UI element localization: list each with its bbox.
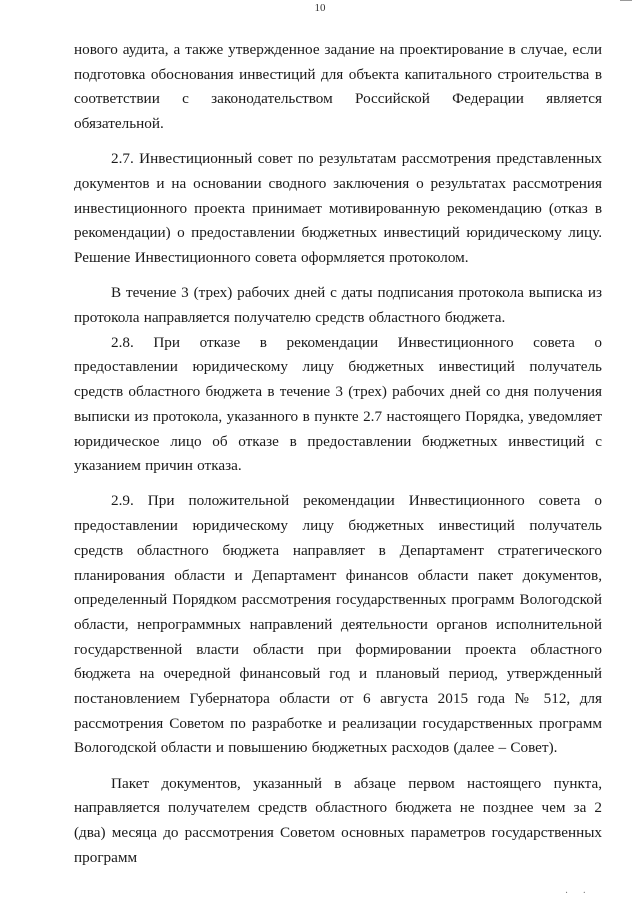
paragraph-document-package: Пакет документов, указанный в абзаце первом настоящего пункта, направляется получателем средств областного бюджета не позднее чем за 2 (два) месяца до рассмотрения Советом основных параметров государственных программ [74, 774, 602, 866]
paragraph-2-8: 2.8. При отказе в рекомендации Инвестиционного совета о предоставлении юридическому лицу бюджетных инвестиций получатель средств областного бюджета в течение 3 (трех) рабочих дней со дня получения выписки из протокола, указанного в пункте 2.7 настоящего Порядка, уведомляет юридическое лицо об отказе в предоставлении бюджетных инвестиций с указанием причин отказа. [74, 333, 602, 475]
paragraph-protocol-extract: В течение 3 (трех) рабочих дней с даты подписания протокола выписка из протокола направляется получателю средств областного бюджета. [74, 284, 602, 327]
document-body [74, 38, 602, 871]
corner-scan-mark [620, 0, 632, 4]
bottom-scan-mark: · · [564, 888, 592, 899]
paragraph-2-7: 2.7. Инвестиционный совет по результатам рассмотрения представленных документов и на основании сводного заключения о результатах рассмотрения инвестиционного проекта принимает мотивированную рекомендацию (отказ в рекомендации) о предоставлении бюджетных инвестиций юридическому лицу. Решение Инвестиционного совета оформляется протоколом. [74, 150, 602, 267]
page-number: 10 [314, 2, 326, 14]
paragraph-continuation: нового аудита, а также утвержденное задание на проектирование в случае, если подготовка обоснования инвестиций для объекта капитального строительства в соответствии с законодательством Российской Федерации является обязательной. [74, 41, 602, 133]
paragraph-2-9: 2.9. При положительной рекомендации Инвестиционного совета о предоставлении юридическому лицу бюджетных инвестиций получатель средств областного бюджета направляет в Департамент стратегического планирования области и Департамент финансов области пакет документов, определенный Порядком рассмотрения государственных программ Вологодской области, непрограммных направлений деятельности органов исполнительной государственной власти области при формировании проекта областного бюджета на очередной финансовый год и плановый период, утвержденный постановлением Губернатора области от 6 августа 2015 года № 512, для рассмотрения Советом по разработке и реализации государственных программ Вологодской области и повышению бюджетных расходов (далее – Совет). [74, 492, 602, 757]
